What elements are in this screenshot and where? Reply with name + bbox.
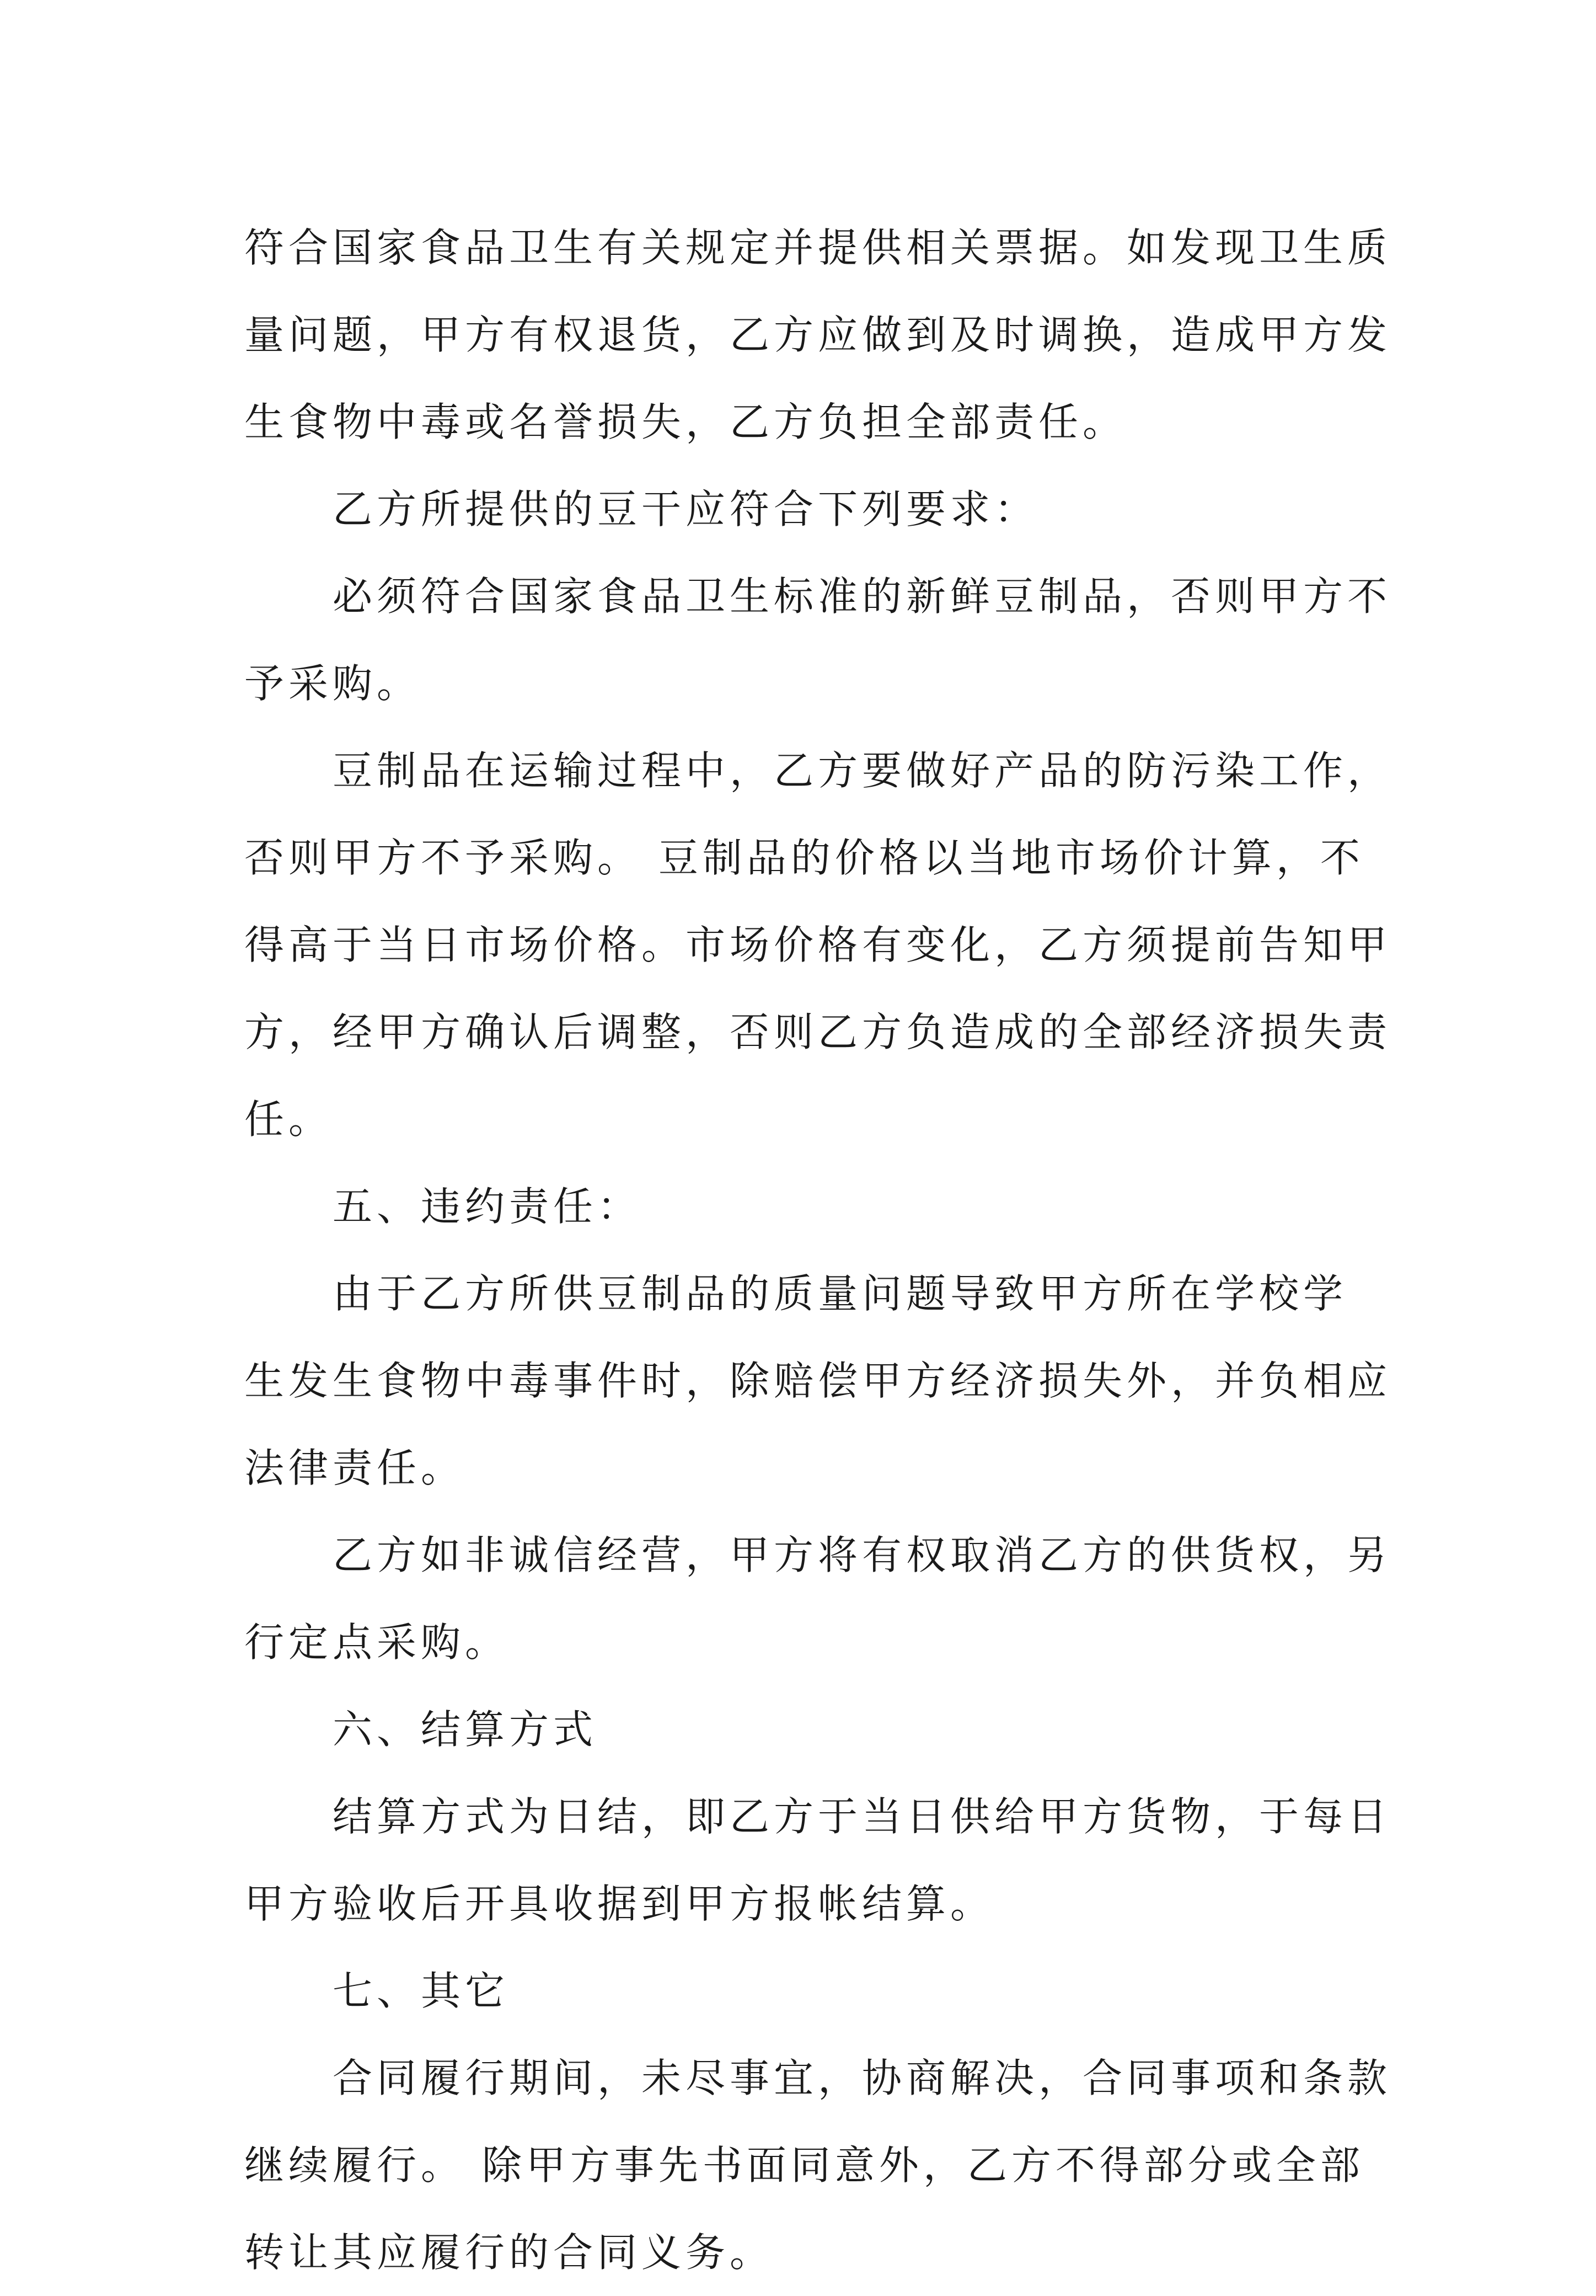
text-line-23: 继续履行。 除甲方事先书面同意外，乙方不得部分或全部	[244, 2142, 1364, 2188]
text-line-22: 合同履行期间，未尽事宜，协商解决，合同事项和条款	[333, 2055, 1392, 2101]
text-line-3: 生食物中毒或名誉损失，乙方负担全部责任。	[244, 399, 1127, 445]
text-line-15: 法律责任。	[244, 1445, 465, 1491]
document-body	[244, 204, 1392, 2296]
text-line-16: 乙方如非诚信经营，甲方将有权取消乙方的供货权，另	[333, 1532, 1392, 1578]
section-heading-other: 七、其它	[333, 1968, 510, 2014]
text-line-8: 否则甲方不予采购。 豆制品的价格以当地市场价计算，不	[244, 835, 1364, 881]
section-heading-breach: 五、违约责任：	[333, 1183, 642, 1230]
text-line-6: 予采购。	[244, 660, 421, 707]
text-line-14: 生发生食物中毒事件时，除赔偿甲方经济损失外，并负相应	[244, 1358, 1392, 1404]
text-line-20: 甲方验收后开具收据到甲方报帐结算。	[244, 1881, 995, 1927]
text-line-11: 任。	[244, 1096, 333, 1142]
text-line-2: 量问题，甲方有权退货，乙方应做到及时调换，造成甲方发	[244, 312, 1392, 358]
text-line-5: 必须符合国家食品卫生标准的新鲜豆制品，否则甲方不	[333, 573, 1392, 620]
text-line-24: 转让其应履行的合同义务。	[244, 2229, 774, 2276]
text-line-17: 行定点采购。	[244, 1619, 510, 1665]
text-line-13: 由于乙方所供豆制品的质量问题导致甲方所在学校学	[333, 1270, 1348, 1317]
section-heading-settlement: 六、结算方式	[333, 1706, 598, 1753]
text-line-9: 得高于当日市场价格。市场价格有变化，乙方须提前告知甲	[244, 922, 1392, 968]
text-line-1: 符合国家食品卫生有关规定并提供相关票据。如发现卫生质	[244, 225, 1392, 271]
text-line-4: 乙方所提供的豆干应符合下列要求：	[333, 486, 1039, 532]
text-line-19: 结算方式为日结，即乙方于当日供给甲方货物，于每日	[333, 1793, 1392, 1840]
text-line-10: 方，经甲方确认后调整，否则乙方负造成的全部经济损失责	[244, 1009, 1392, 1055]
text-line-7: 豆制品在运输过程中，乙方要做好产品的防污染工作，	[333, 747, 1392, 794]
